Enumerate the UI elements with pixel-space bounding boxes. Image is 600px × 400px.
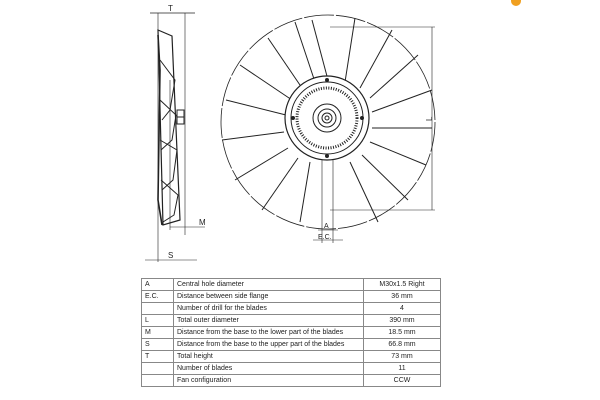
table-row: E.C. Distance between side flange 36 mm [142,291,441,303]
table-row: L Total outer diameter 390 mm [142,315,441,327]
svg-text:E.C.: E.C. [318,234,332,241]
table-row: Number of blades 11 [142,363,441,375]
svg-text:L: L [425,116,434,121]
side-view [145,13,205,262]
svg-text:A: A [324,223,329,230]
dimension-label-T: T [168,4,173,13]
table-row: A Central hole diameter M30x1.5 Right [142,279,441,291]
spec-table [141,278,441,387]
table-row: Fan configuration CCW [142,375,441,387]
table-row: T Total height 73 mm [142,351,441,363]
table-row: S Distance from the base to the upper part of the blades 66.8 mm [142,339,441,351]
front-view [221,15,435,243]
table-row: Number of drill for the blades 4 [142,303,441,315]
svg-text:S: S [168,251,174,260]
table-row: M Distance from the base to the lower part of the blades 18.5 mm [142,327,441,339]
svg-text:M: M [199,218,206,227]
